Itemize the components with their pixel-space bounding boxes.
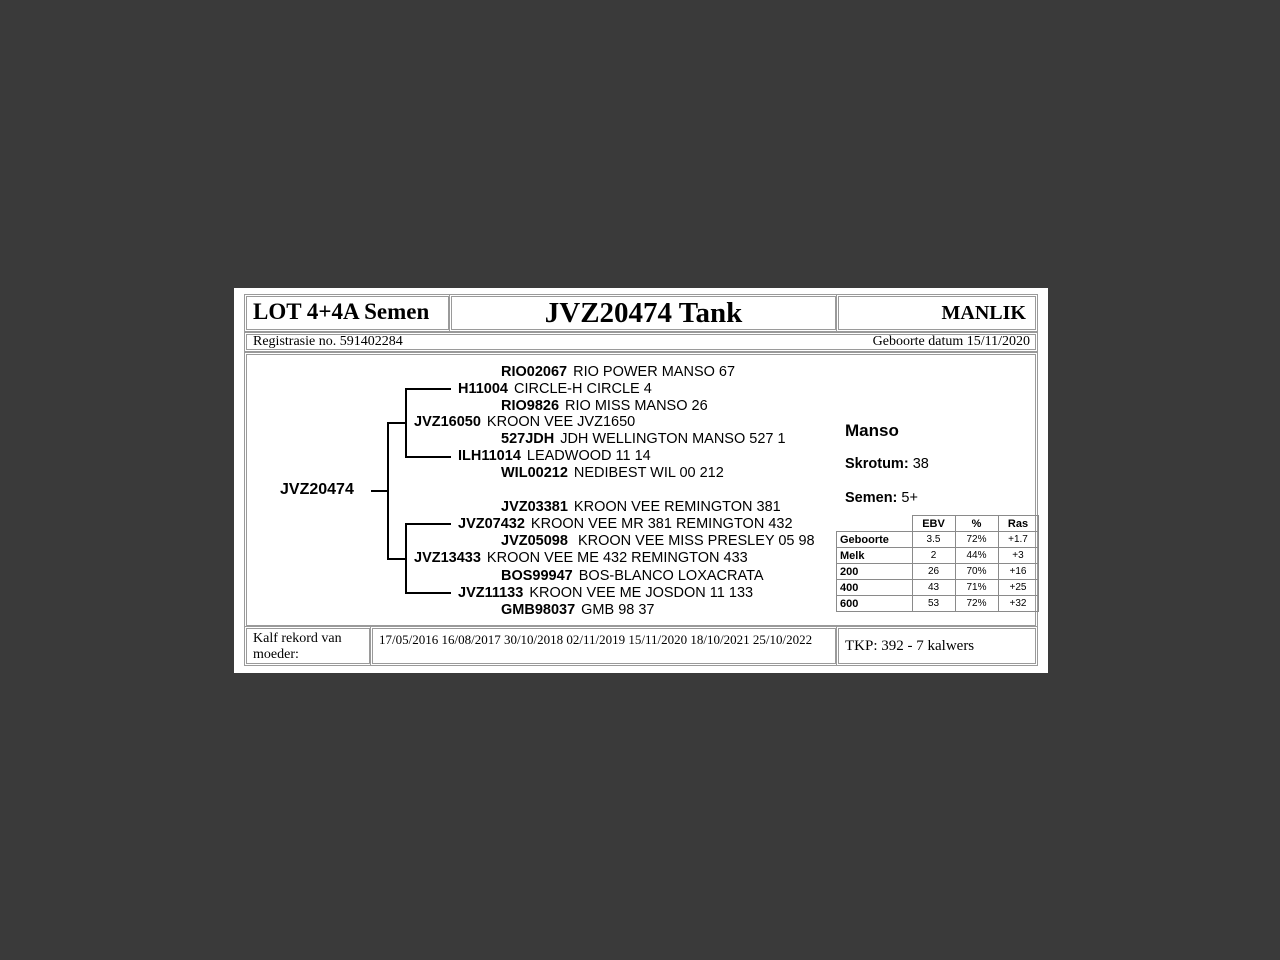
table-row xyxy=(837,564,1039,580)
calf-record-dates: 17/05/2016 16/08/2017 30/10/2018 02/11/2019 15/11/2020 18/10/2021 25/10/2022 xyxy=(379,632,813,647)
connector-line xyxy=(405,523,451,525)
pedigree-ggp-5: JVZ03381 KROON VEE REMINGTON 381 xyxy=(501,499,781,515)
lot-card xyxy=(234,288,1048,673)
pedigree-ggp-3: 527JDH JDH WELLINGTON MANSO 527 1 xyxy=(501,431,786,447)
row-label: Melk xyxy=(837,548,913,564)
registration-number: Registrasie no. 591402284 xyxy=(253,334,403,349)
pct-value: 70% xyxy=(955,564,998,580)
pedigree-ggp-8: GMB98037 GMB 98 37 xyxy=(501,602,655,618)
pct-value: 44% xyxy=(955,548,998,564)
ebv-corner xyxy=(837,516,913,532)
animal-code: JVZ20474 xyxy=(280,481,354,498)
pct-value: 72% xyxy=(955,596,998,612)
scrotum-measure: Skrotum: 38 xyxy=(845,456,929,472)
pedigree-ggp-4: WIL00212 NEDIBEST WIL 00 212 xyxy=(501,465,724,481)
pct-value: 71% xyxy=(955,580,998,596)
bull-name: Manso xyxy=(845,421,899,440)
connector-line xyxy=(405,388,407,458)
table-row xyxy=(837,548,1039,564)
connector-line xyxy=(405,388,451,390)
pedigree-ggp-1: RIO02067 RIO POWER MANSO 67 xyxy=(501,364,736,380)
pedigree-dam-dam: JVZ11133 KROON VEE ME JOSDON 11 133 xyxy=(458,585,754,601)
pedigree-sire: JVZ16050 KROON VEE JVZ1650 xyxy=(414,414,636,430)
connector-line xyxy=(387,422,405,424)
pedigree-ggp-2: RIO9826 RIO MISS MANSO 26 xyxy=(501,398,708,414)
ebv-header: EBV xyxy=(912,516,955,532)
ras-header: Ras xyxy=(998,516,1038,532)
ebv-table xyxy=(836,515,1039,612)
row-label: 400 xyxy=(837,580,913,596)
ebv-value: 26 xyxy=(912,564,955,580)
pedigree-sire-sire: H11004 CIRCLE-H CIRCLE 4 xyxy=(458,381,652,397)
table-row xyxy=(837,580,1039,596)
pct-value: 72% xyxy=(955,532,998,548)
table-row xyxy=(837,596,1039,612)
ebv-value: 53 xyxy=(912,596,955,612)
pedigree-dam: JVZ13433 KROON VEE ME 432 REMINGTON 433 xyxy=(414,550,748,566)
birth-date: Geboorte datum 15/11/2020 xyxy=(872,334,1030,349)
ras-value: +1.7 xyxy=(998,532,1038,548)
sex-label: MANLIK xyxy=(941,302,1026,324)
row-label: 600 xyxy=(837,596,913,612)
connector-line xyxy=(387,422,389,560)
connector-line xyxy=(405,456,451,458)
connector-line xyxy=(405,592,451,594)
connector-line xyxy=(371,490,388,492)
table-row xyxy=(837,532,1039,548)
connector-line xyxy=(387,558,405,560)
ebv-header-row xyxy=(837,516,1039,532)
ras-value: +3 xyxy=(998,548,1038,564)
pedigree-dam-sire: JVZ07432 KROON VEE MR 381 REMINGTON 432 xyxy=(458,516,793,532)
ebv-value: 2 xyxy=(912,548,955,564)
ras-value: +25 xyxy=(998,580,1038,596)
row-label: 200 xyxy=(837,564,913,580)
connector-line xyxy=(405,523,407,594)
ebv-value: 43 xyxy=(912,580,955,596)
pedigree-ggp-7: BOS99947 BOS-BLANCO LOXACRATA xyxy=(501,568,764,584)
semen-rating: Semen: 5+ xyxy=(845,490,918,506)
pct-header: % xyxy=(955,516,998,532)
page-title: JVZ20474 Tank xyxy=(544,297,743,329)
ras-value: +16 xyxy=(998,564,1038,580)
tkp-summary: TKP: 392 - 7 kalwers xyxy=(845,638,975,654)
ras-value: +32 xyxy=(998,596,1038,612)
pedigree-sire-dam: ILH11014 LEADWOOD 11 14 xyxy=(458,448,651,464)
lot-label: LOT 4+4A Semen xyxy=(253,299,430,324)
ebv-value: 3.5 xyxy=(912,532,955,548)
row-label: Geboorte xyxy=(837,532,913,548)
calf-record-label: Kalf rekord van moeder: xyxy=(253,631,342,662)
pedigree-ggp-6: JVZ05098 KROON VEE MISS PRESLEY 05 98 xyxy=(501,533,815,549)
